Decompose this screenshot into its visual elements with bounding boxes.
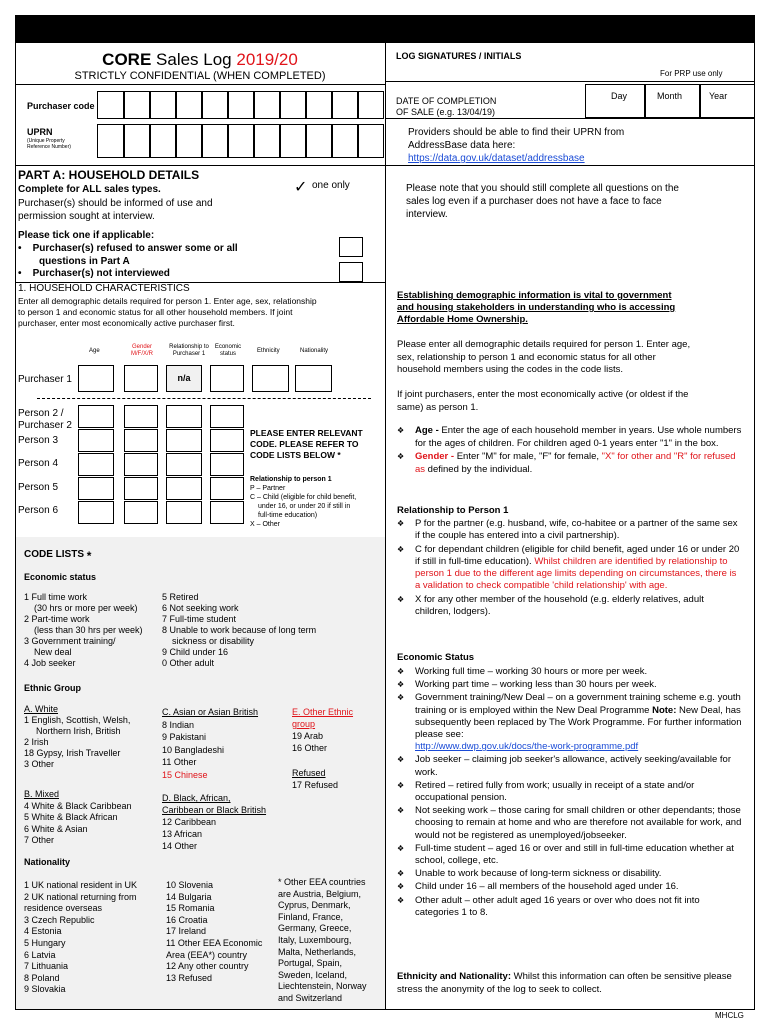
log-signatures-label: LOG SIGNATURES / INITIALS (396, 51, 522, 61)
ethnic-group-title: Ethnic Group (24, 683, 81, 693)
confidential-subtitle: STRICTLY CONFIDENTIAL (WHEN COMPLETED) (74, 70, 326, 82)
relationship-heading: Relationship to Person 1 (397, 505, 509, 516)
completion-year-box[interactable]: Year (700, 84, 755, 118)
nationality-left: 1 UK national resident in UK 2 UK national returning from residence overseas 3 Czech Republic 4 Estonia 5 Hungary 6 Latvia 7 Lithuania 8 Poland 9 Slovakia (24, 880, 138, 995)
uprn-label: UPRN (27, 127, 53, 137)
purchaser1-label: Purchaser 1 (18, 374, 72, 385)
code-box[interactable] (202, 91, 228, 119)
col-relationship: Relationship to Purchaser 1 (169, 344, 209, 357)
uprn-box[interactable] (254, 124, 280, 158)
footer-org: MHCLG (715, 1011, 744, 1020)
col-age: Age (89, 348, 100, 354)
purchaser1-relationship: n/a (166, 365, 202, 392)
person5-gender[interactable] (124, 477, 158, 500)
enter-relevant-code: PLEASE ENTER RELEVANT CODE. PLEASE REFER TO CODE LISTS BELOW * (250, 428, 363, 460)
person3-economic[interactable] (210, 429, 244, 452)
person5-age[interactable] (78, 477, 114, 500)
col-gender: Gender M/F/X/R (131, 344, 153, 357)
household-title: 1. HOUSEHOLD CHARACTERISTICS (18, 283, 190, 294)
page-title: CORE Sales Log 2019/20 (102, 50, 298, 69)
purchaser1-nationality[interactable] (295, 365, 332, 392)
person6-label: Person 6 (18, 505, 59, 516)
economic-codes-left: 1 Full time work (30 hrs or more per week) 2 Part-time work (less than 30 hrs per week) 3 Government training/ New deal 4 Job seeker (24, 592, 143, 668)
ethnic-refused: Refused 17 Refused (292, 768, 339, 790)
person4-gender[interactable] (124, 453, 158, 476)
person5-economic[interactable] (210, 477, 244, 500)
checkmark-icon: ✓ (294, 179, 308, 196)
ethnic-e: E. Other Ethnic group 19 Arab 16 Other (292, 707, 354, 753)
complete-for-all: Complete for ALL sales types. (18, 184, 161, 195)
ethnicity-nationality-note: Ethnicity and Nationality: Whilst this information can often be sensitive please stress the anonymity of the log to seek to collect. (397, 971, 732, 995)
code-box[interactable] (358, 91, 384, 119)
person6-relationship[interactable] (166, 501, 202, 524)
code-box[interactable] (176, 91, 202, 119)
completion-month-box[interactable]: Month (645, 84, 700, 118)
uprn-box[interactable] (150, 124, 176, 158)
uprn-box[interactable] (280, 124, 306, 158)
economic-status-list: ❖ Working full time – working 30 hours or more per week. ❖ Working part time – working less than 30 hours per week. ❖ Government training/New Deal – on a government training scheme e.g. youth training or is employed within the New Deal Programme Note: New Deal, has subsequently been replaced by The Work Programme. For further information please see: http://www.dwp.gov.uk/docs/the-work-programme.pdf ❖ Job seeker – claiming job seeker's allowance, actively seeking/available for work. ❖ Retired – retired fully from work; usually in receipt of a state and/or occupational pension. ❖ Not seeking work – those caring for small children or other dependants; those choosing to remain at home and who are therefore not available for work, and would not be registered as unemployed/jobseeker. ❖ Full-time student – aged 16 or over and still in full-time education whether at school, college, etc. ❖ Unable to work because of long-term sickness or disability. ❖ Child under 16 – all members of the household aged under 16. ❖ Other adult – other adult aged 16 years or over who does not fit into categories 1 to 8. (397, 666, 742, 920)
person2-label: Person 2 / Purchaser 2 (18, 408, 72, 431)
purchaser1-ethnicity[interactable] (252, 365, 289, 392)
prp-use-label: For PRP use only (660, 69, 723, 78)
code-lists-title: CODE LISTS * (24, 549, 92, 563)
purchaser1-age[interactable] (78, 365, 114, 392)
economic-status-title: Economic status (24, 572, 97, 582)
uprn-box[interactable] (306, 124, 332, 158)
nationality-eea-note: * Other EEA countries are Austria, Belgium, Cyprus, Denmark, Finland, France, Germany, Greece, Italy, Luxembourg, Malta, Netherlands, Portugal, Spain, Sweden, Iceland, Liechtenstein, Norway and Switzerland (278, 877, 367, 1003)
household-intro: Enter all demographic details required for person 1. Enter age, sex, relationship to person 1 and economic status for all other household members. If joint purchaser, enter most economically active purchaser first. (18, 296, 317, 328)
ethnic-d: D. Black, African, Caribbean or Black British 12 Caribbean 13 African 14 Other (162, 793, 267, 851)
guidance-heading: Establishing demographic information is vital to government and housing stakeholders in understanding who is accessing Affordable Home Ownership. (397, 290, 676, 325)
person2-economic[interactable] (210, 405, 244, 428)
uprn-box[interactable] (97, 124, 124, 158)
purchaser1-gender[interactable] (124, 365, 158, 392)
code-box[interactable] (254, 91, 280, 119)
col-nationality: Nationality (300, 348, 329, 354)
code-box[interactable] (306, 91, 332, 119)
code-box[interactable] (280, 91, 306, 119)
purchaser1-economic[interactable] (210, 365, 244, 392)
person5-label: Person 5 (18, 482, 59, 493)
code-box[interactable] (150, 91, 176, 119)
age-guidance: ❖ Age - Enter the age of each household member in years. Use whole numbers for the ages of children. For children aged 0-1 years enter "1" in the box. (397, 425, 742, 450)
work-programme-link[interactable]: http://www.dwp.gov.uk/docs/the-work-programme.pdf (415, 741, 639, 753)
person2-gender[interactable] (124, 405, 158, 428)
one-only-label: one only (312, 180, 350, 191)
code-box[interactable] (124, 91, 150, 119)
person3-gender[interactable] (124, 429, 158, 452)
purchaser-code-label: Purchaser code (27, 101, 95, 111)
uprn-sublabel: (Unique Property Reference Number) (27, 138, 71, 150)
not-interviewed-tickbox[interactable] (339, 262, 363, 282)
col-economic: Economic status (214, 344, 242, 357)
economic-status-heading: Economic Status (397, 652, 475, 663)
uprn-box[interactable] (358, 124, 384, 158)
not-interviewed-option: • Purchaser(s) not interviewed (18, 268, 170, 279)
code-box[interactable] (97, 91, 124, 119)
informed-text: Purchaser(s) should be informed of use and permission sought at interview. (18, 198, 213, 222)
guidance-p1: Please enter all demographic details required for person 1. Enter age, sex, relationship to person 1 and economic status for all other household members using the codes in the code lists. (397, 339, 691, 375)
completion-date-label: DATE OF COMPLETION OF SALE (e.g. 13/04/19) (396, 96, 497, 117)
person4-relationship[interactable] (166, 453, 202, 476)
relationship-key: Relationship to person 1 P – Partner C – Child (eligible for child benefit, under 16, or under 20 if still in full-time education) X – Other (250, 476, 357, 528)
col-ethnicity: Ethnicity (257, 348, 280, 354)
refused-tickbox[interactable] (339, 237, 363, 257)
nationality-title: Nationality (24, 857, 71, 867)
ethnic-c: C. Asian or Asian British 8 Indian 9 Pakistani 10 Bangladeshi 11 Other 15 Chinese (162, 707, 259, 780)
person2-relationship[interactable] (166, 405, 202, 428)
person6-economic[interactable] (210, 501, 244, 524)
uprn-box[interactable] (332, 124, 358, 158)
person2-age[interactable] (78, 405, 114, 428)
person5-relationship[interactable] (166, 477, 202, 500)
header-divider (385, 42, 386, 282)
uprn-note: Providers should be able to find their UPRN from AddressBase data here: https://data.gov.uk/dataset/addressbase (408, 127, 625, 164)
code-box[interactable] (332, 91, 358, 119)
nationality-mid: 10 Slovenia 14 Bulgaria 15 Romania 16 Croatia 17 Ireland 11 Other EEA Economic Area (EEA*) country 12 Any other country 13 Refused (166, 880, 263, 983)
gender-guidance: ❖ Gender - Enter "M" for male, "F" for female, "X" for other and "R" for refused as defined by the individual. (397, 451, 742, 476)
person6-age[interactable] (78, 501, 114, 524)
guidance-p2: If joint purchasers, enter the most economically active (or oldest if the same) as person 1. (397, 389, 689, 413)
completion-day-box[interactable]: Day (585, 84, 645, 118)
person4-label: Person 4 (18, 458, 59, 469)
relationship-list: ❖ P for the partner (e.g. husband, wife, co-habitee or a partner of the same sex if the couple has entered into a civil partnership). ❖ C for dependant children (eligible for child benefit, aged under 16 or under 20 if still in full-time education). Whilst children are identified by relationship to person 1 due to the different age limits depending on circumstances, there is a validation to check compatible 'child relationship' with age. ❖ X for any other member of the household (e.g. elderly relatives, adult children, lodgers). (397, 518, 742, 619)
age-gender-list (397, 425, 742, 477)
person4-economic[interactable] (210, 453, 244, 476)
tick-instruction: Please tick one if applicable: (18, 230, 155, 241)
refused-option: • Purchaser(s) refused to answer some or all questions in Part A (18, 243, 238, 267)
top-black-bar (15, 15, 755, 42)
code-box[interactable] (228, 91, 254, 119)
uprn-box[interactable] (176, 124, 202, 158)
ethnic-a: A. White 1 English, Scottish, Welsh, Northern Irish, British 2 Irish 18 Gypsy, Irish Traveller 3 Other (24, 704, 131, 769)
part-a-title: PART A: HOUSEHOLD DETAILS (18, 168, 200, 182)
economic-codes-right: 5 Retired 6 Not seeking work 7 Full-time student 8 Unable to work because of long term sickness or disability 9 Child under 16 0 Other adult (162, 592, 317, 668)
person3-relationship[interactable] (166, 429, 202, 452)
uprn-box[interactable] (202, 124, 228, 158)
person4-age[interactable] (78, 453, 114, 476)
face-to-face-note: Please note that you should still complete all questions on the sales log even if a purchaser does not have a face to face interview. (406, 183, 679, 220)
uprn-box[interactable] (228, 124, 254, 158)
uprn-box[interactable] (124, 124, 150, 158)
person6-gender[interactable] (124, 501, 158, 524)
person3-age[interactable] (78, 429, 114, 452)
addressbase-link[interactable]: https://data.gov.uk/dataset/addressbase (408, 153, 585, 164)
ethnic-b: B. Mixed 4 White & Black Caribbean 5 White & Black African 6 White & Asian 7 Other (24, 789, 132, 845)
person3-label: Person 3 (18, 435, 59, 446)
